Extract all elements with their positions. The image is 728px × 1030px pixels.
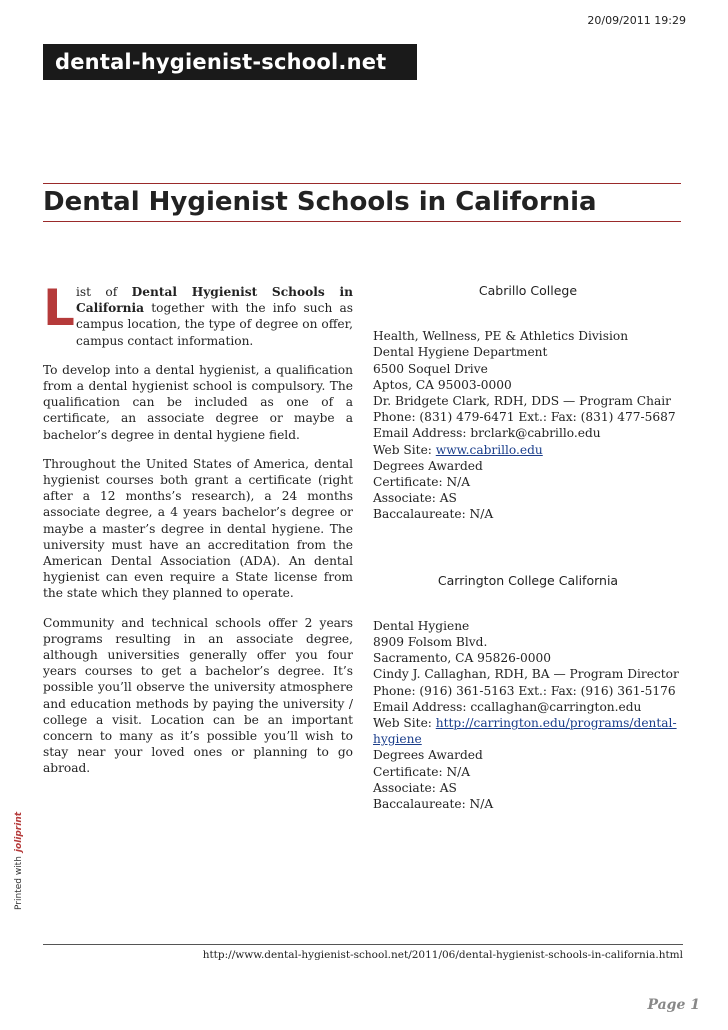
- printed-with-badge: [14, 800, 24, 910]
- school-city: Sacramento, CA 95826-0000: [373, 651, 552, 666]
- school-contact: Cindy J. Callaghan, RDH, BA — Program Director: [373, 667, 679, 682]
- school-phone: Phone: (831) 479-6471 Ext.: Fax: (831) 477-5687: [373, 410, 676, 425]
- article-body: [43, 279, 353, 790]
- page-number: Page 1: [647, 997, 700, 1013]
- school-listings: [373, 284, 683, 862]
- degrees-heading: Degrees Awarded: [373, 748, 483, 763]
- school-phone: Phone: (916) 361-5163 Ext.: Fax: (916) 361-5176: [373, 683, 676, 698]
- lead-start: ist of: [76, 285, 132, 299]
- school-city: Aptos, CA 95003-0000: [373, 377, 512, 392]
- degree-certificate: Certificate: N/A: [373, 764, 471, 779]
- drop-cap: L: [43, 279, 75, 337]
- school-website: [373, 715, 683, 747]
- website-link[interactable]: www.cabrillo.edu: [435, 442, 543, 457]
- footer-rule: [43, 944, 683, 945]
- school-name: Carrington College California: [437, 572, 619, 588]
- school-website: [373, 442, 683, 458]
- school-name: Cabrillo College: [478, 283, 578, 298]
- school-email: Email Address: ccallaghan@carrington.edu: [373, 699, 642, 714]
- body-paragraph: To develop into a dental hygienist, a qualification from a dental hygienist school is compulsory. The qualification can be included as one of a certificate, an associate degree or maybe a bachelor’s degree in dental hygiene field.: [43, 362, 353, 442]
- degree-certificate: Certificate: N/A: [373, 475, 471, 490]
- degree-baccalaureate: Baccalaureate: N/A: [373, 507, 494, 522]
- degree-baccalaureate: Baccalaureate: N/A: [373, 797, 494, 812]
- site-name-banner[interactable]: dental-hygienist-school.net: [43, 44, 417, 80]
- lead-bold: Dental Hygienist Schools in California: [76, 285, 353, 316]
- degree-associate: Associate: AS: [373, 491, 457, 506]
- lead-text: [76, 284, 353, 349]
- source-url-link[interactable]: http://www.dental-hygienist-school.net/2011/06/dental-hygienist-schools-in-california.html: [202, 949, 683, 961]
- body-paragraph: Throughout the United States of America, dental hygienist courses both grant a certificate (right after a 12 months’s research), a 24 months associate degree, a 4 years bachelor’s degree or maybe a master’s degree in dental hygiene. The university must have an accreditation from the American Dental Association (ADA). An dental hygienist can even require a State license from the state which they planned to operate.: [43, 456, 353, 601]
- school-entry-cabrillo: [373, 283, 683, 523]
- website-label: Web Site:: [373, 442, 436, 457]
- lead-paragraph: [43, 279, 353, 349]
- school-street: 6500 Soquel Drive: [373, 361, 488, 376]
- degree-associate: Associate: AS: [373, 780, 457, 795]
- printed-with-label: Printed with: [14, 856, 24, 910]
- school-email: Email Address: brclark@cabrillo.edu: [373, 426, 601, 441]
- school-entry-carrington: [373, 573, 683, 813]
- website-label: Web Site:: [373, 716, 436, 731]
- lead-rest: together with the info such as campus location, the type of degree on offer, campus contact information.: [76, 301, 353, 348]
- degrees-heading: Degrees Awarded: [373, 458, 483, 473]
- school-contact: Dr. Bridgete Clark, RDH, DDS — Program Chair: [373, 394, 671, 409]
- website-link[interactable]: http://carrington.edu/programs/dental-hygiene: [373, 716, 677, 747]
- school-division: Health, Wellness, PE & Athletics Division: [373, 329, 629, 344]
- school-street: 8909 Folsom Blvd.: [373, 635, 488, 650]
- school-department: Dental Hygiene: [373, 618, 470, 633]
- school-department: Dental Hygiene Department: [373, 345, 548, 360]
- body-paragraph: Community and technical schools offer 2 years programs resulting in an associate degree, although universities generally offer you four years courses to get a bachelor’s degree. It’s possible you’ll observe the university atmosphere and education methods by paying the university / college a visit. Location can be an important concern to many as it’s possible you’ll wish to stay near your loved ones or planning to go abroad.: [43, 615, 353, 776]
- print-timestamp: 20/09/2011 19:29: [587, 14, 686, 27]
- joliprint-logo[interactable]: joliprint: [14, 811, 24, 853]
- title-rule-bottom: [43, 221, 681, 222]
- article-title: Dental Hygienist Schools in California: [43, 187, 597, 217]
